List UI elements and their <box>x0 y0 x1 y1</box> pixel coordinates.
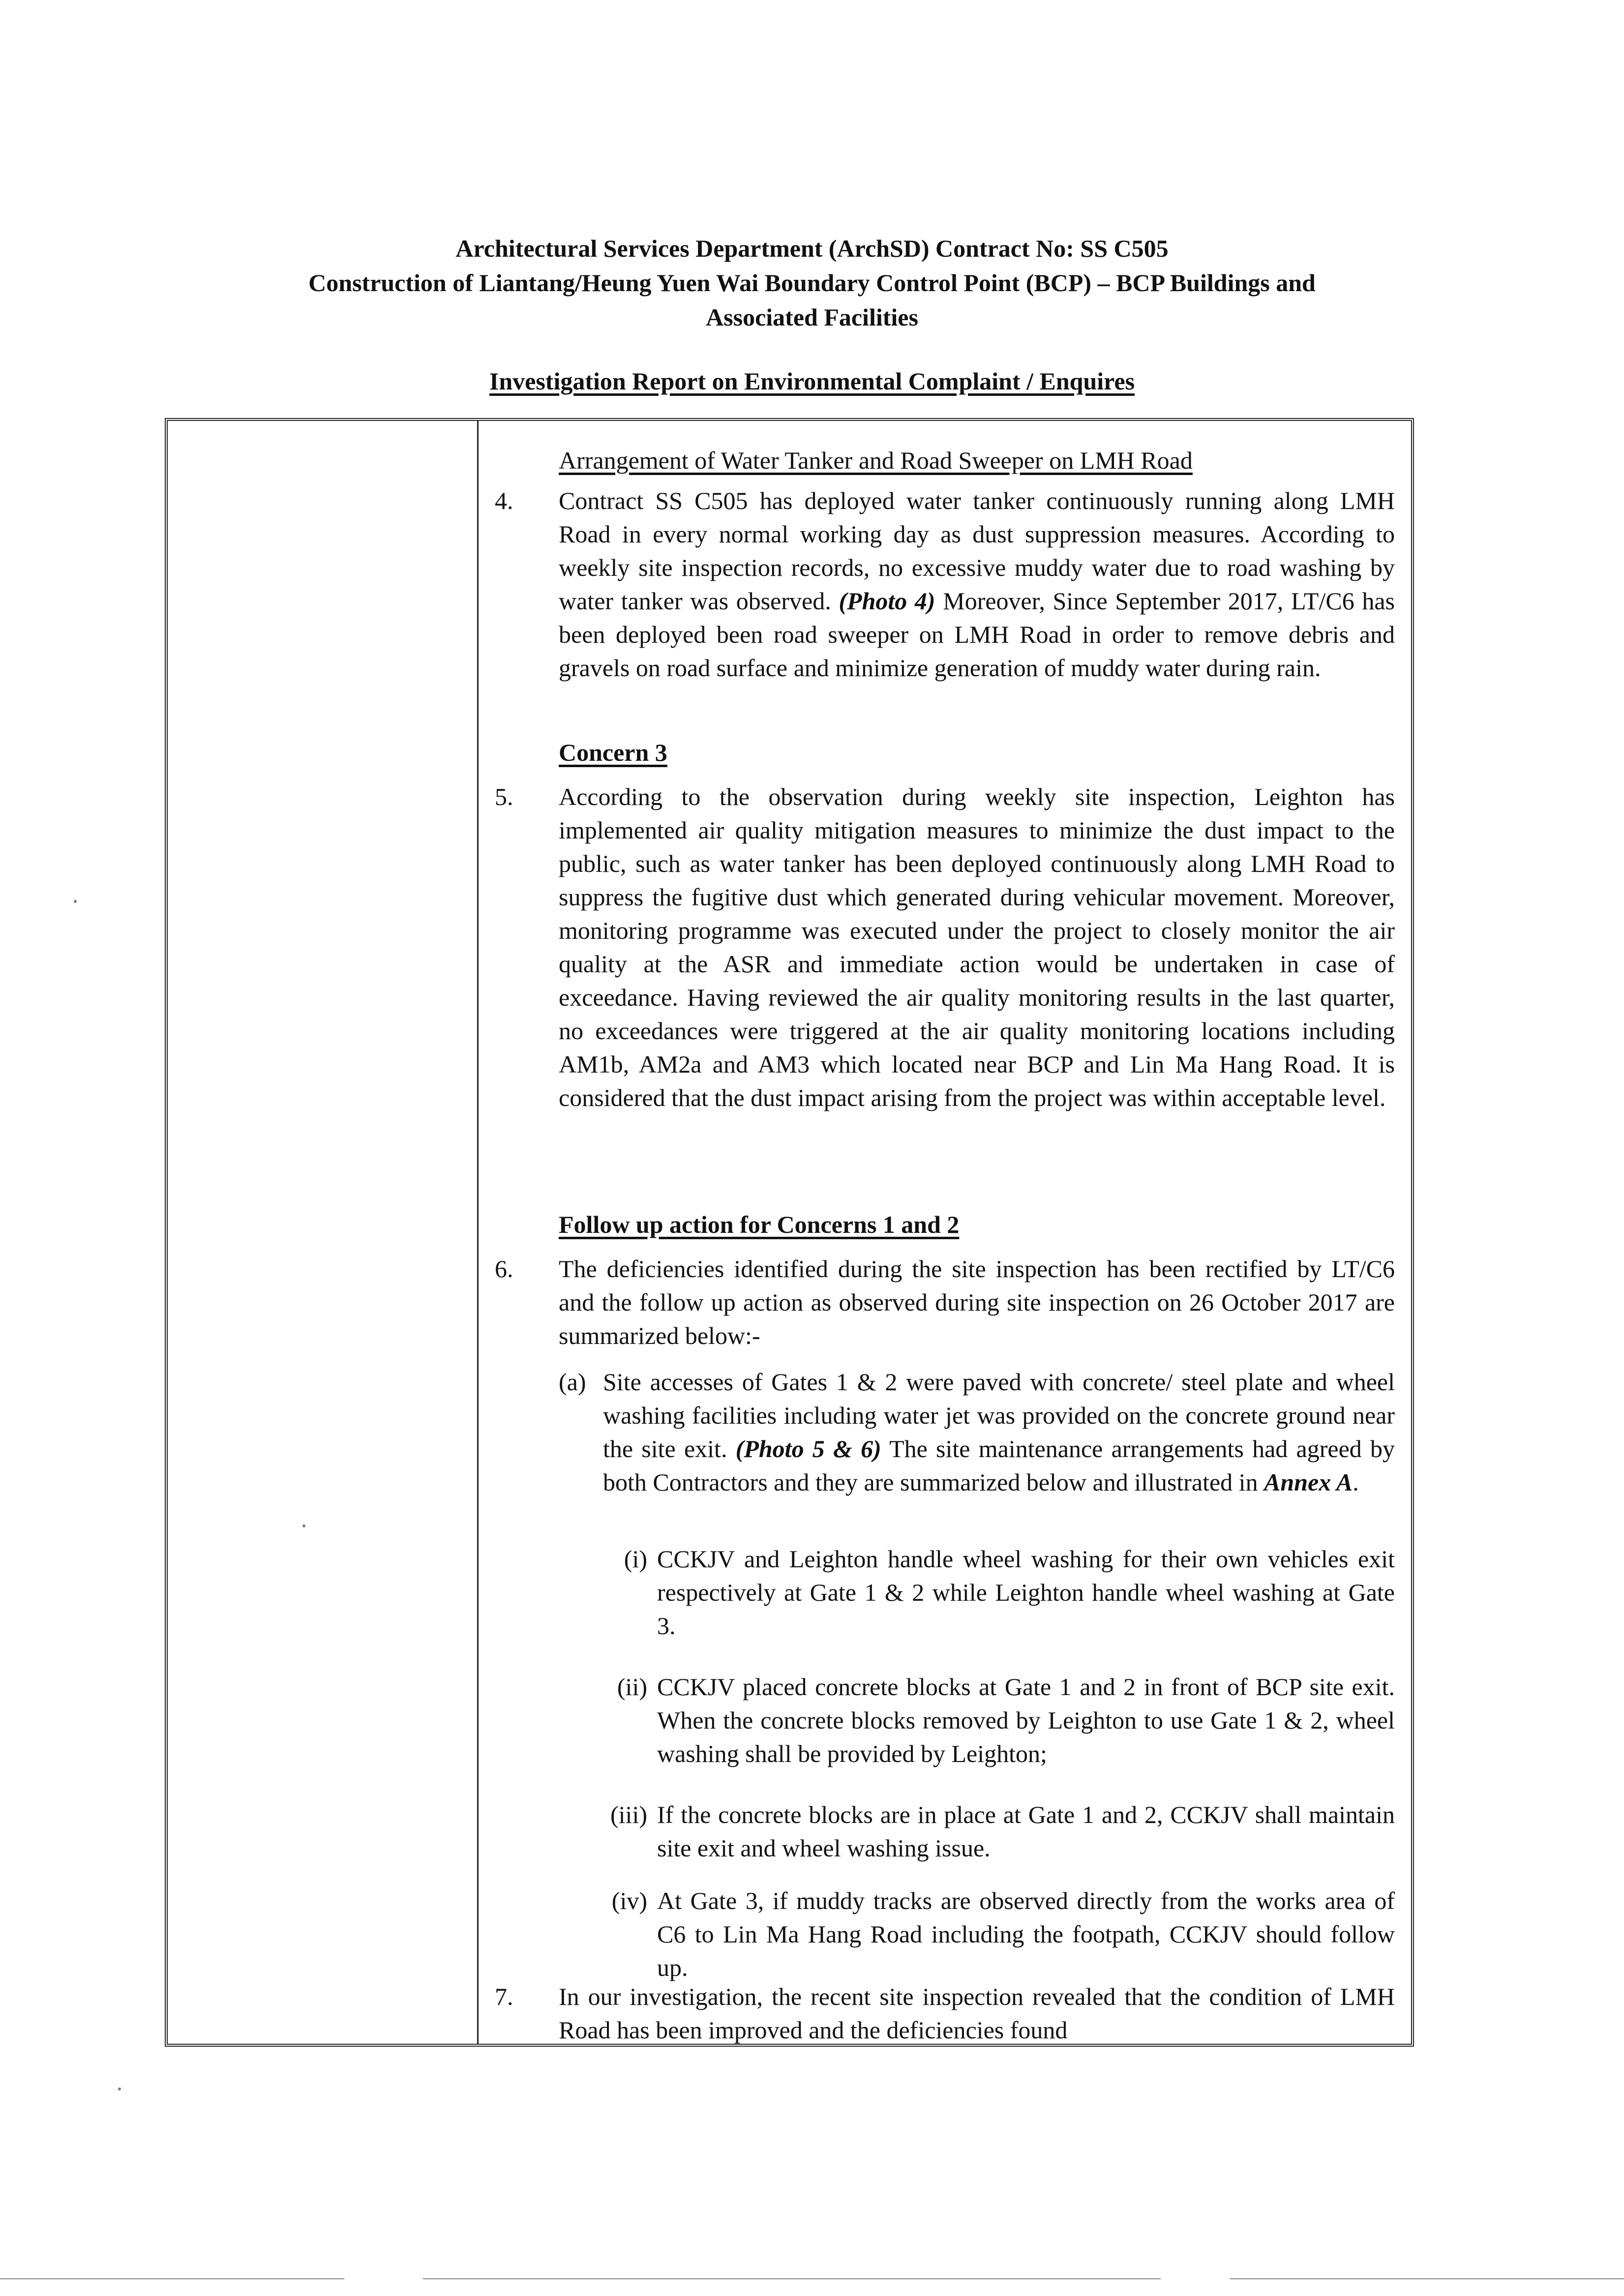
sub-item-iii-paragraph: If the concrete blocks are in place at Gate 1 and 2, CCKJV shall maintain site exit and wheel washing issue. <box>657 1801 1395 1862</box>
item-4-text-continued: Moreover, Since September 2017, LT/C6 has been deployed been road sweeper on LMH Road in order to remove debris and gravels on road surface and minimize generation of muddy water during rain. <box>559 587 1395 682</box>
scan-edge-line <box>1230 2278 1624 2279</box>
item-7-paragraph: In our investigation, the recent site inspection revealed that the condition of LMH Road has been improved and the deficiencies found <box>559 1983 1395 2044</box>
sub-item-a-text-end: . <box>1353 1468 1359 1496</box>
scan-speck <box>118 2087 121 2090</box>
sub-item-i-paragraph: CCKJV and Leighton handle wheel washing for their own vehicles exit respectively at Gate 1 & 2 while Leighton handle wheel washing at Gate 3. <box>657 1545 1395 1640</box>
column-divider <box>477 421 479 2044</box>
item-number-6: 6. <box>495 1255 513 1282</box>
item-4-text: Contract SS C505 has deployed water tanker continuously running along LMH Road in every normal working day as dust suppression measures. According to weekly site inspection records, no excessive muddy water due to road washing by water tanker was observed. <box>559 487 1395 615</box>
sub-item-label-a: (a) <box>559 1368 586 1396</box>
sub-item-a-paragraph <box>603 1365 1395 1499</box>
item-number-4: 4. <box>495 487 513 514</box>
document-header <box>0 231 1624 398</box>
report-table <box>165 418 1414 2047</box>
scan-edge-line <box>0 2278 344 2279</box>
project-title-line-continued: Associated Facilities <box>706 303 918 331</box>
photo-4-reference: (Photo 4) <box>839 587 935 615</box>
sub-item-ii-paragraph: CCKJV placed concrete blocks at Gate 1 and 2 in front of BCP site exit. When the concrete blocks removed by Leighton to use Gate 1 & 2, wheel washing shall be provided by Leighton; <box>657 1673 1395 1767</box>
heading-follow-up: Follow up action for Concerns 1 and 2 <box>559 1211 960 1238</box>
annex-a-reference: Annex A <box>1264 1468 1353 1496</box>
scan-speck <box>302 1524 305 1527</box>
item-6-paragraph: The deficiencies identified during the site inspection has been rectified by LT/C6 and the follow up action as observed during site inspection on 26 October 2017 are summarized below:- <box>559 1255 1395 1349</box>
photo-5-6-reference: (Photo 5 & 6) <box>735 1435 881 1462</box>
scan-speck <box>74 900 77 903</box>
heading-water-tanker: Arrangement of Water Tanker and Road Sweeper on LMH Road <box>559 447 1193 474</box>
heading-concern-3: Concern 3 <box>559 739 667 766</box>
scan-edge-line <box>423 2278 1161 2279</box>
report-title: Investigation Report on Environmental Complaint / Enquires <box>489 367 1135 395</box>
sub-item-label-ii: (ii) <box>617 1673 647 1700</box>
sub-item-label-iv: (iv) <box>611 1887 647 1914</box>
item-5-paragraph: According to the observation during weekly site inspection, Leighton has implemented air quality mitigation measures to minimize the dust impact to the public, such as water tanker has been deployed continuously along LMH Road to suppress the fugitive dust which generated during vehicular movement. Moreover, monitoring programme was executed under the project to closely monitor the air quality at the ASR and immediate action would be undertaken in case of exceedance. Having reviewed the air quality monitoring results in the last quarter, no exceedances were triggered at the air quality monitoring locations including AM1b, AM2a and AM3 which located near BCP and Lin Ma Hang Road. It is considered that the dust impact arising from the project was within acceptable level. <box>559 783 1395 1111</box>
contract-title-line: Architectural Services Department (ArchSD) Contract No: SS C505 <box>455 235 1169 262</box>
sub-item-a-text-continued: The site maintenance arrangements had agreed by both Contractors and they are summarized below and illustrated in <box>603 1435 1395 1496</box>
item-4-paragraph <box>559 484 1395 685</box>
item-number-7: 7. <box>495 1983 513 2010</box>
sub-item-label-iii: (iii) <box>610 1801 647 1828</box>
sub-item-iv-paragraph: At Gate 3, if muddy tracks are observed directly from the works area of C6 to Lin Ma Hang Road including the footpath, CCKJV should follow up. <box>657 1887 1395 1981</box>
sub-item-a-text: Site accesses of Gates 1 & 2 were paved with concrete/ steel plate and wheel washing facilities including water jet was provided on the concrete ground near the site exit. <box>603 1368 1395 1462</box>
item-number-5: 5. <box>495 783 513 810</box>
project-title-line: Construction of Liantang/Heung Yuen Wai Boundary Control Point (BCP) – BCP Buildings and <box>308 269 1316 297</box>
sub-item-label-i: (i) <box>624 1545 647 1573</box>
